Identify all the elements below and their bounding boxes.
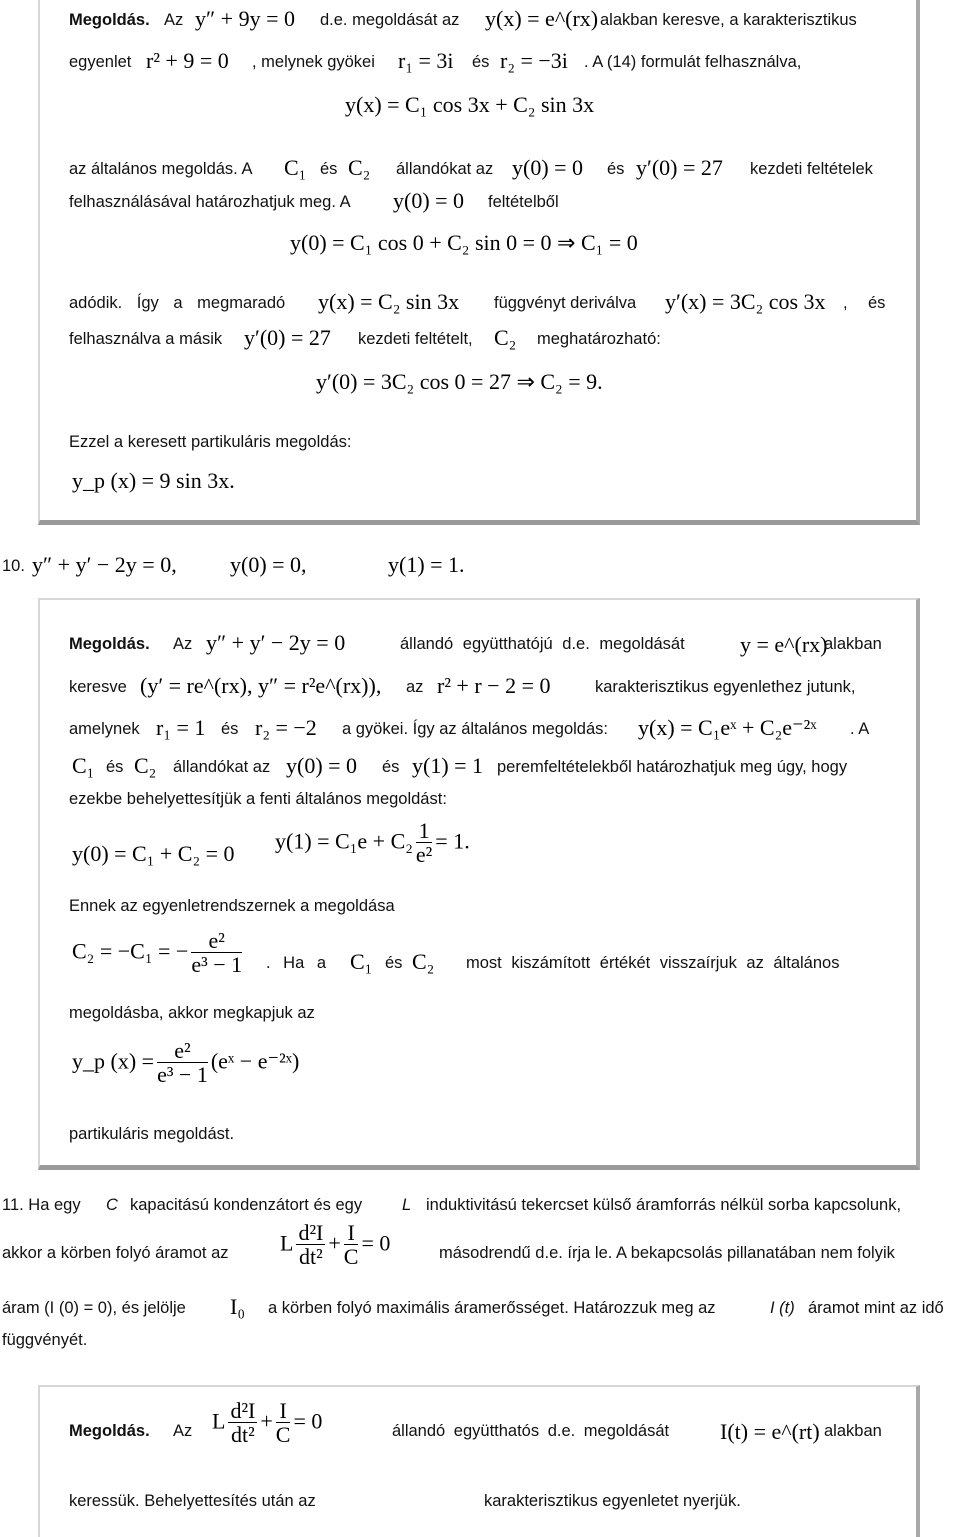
denominator: e³ − 1 [191, 952, 243, 977]
text: és [320, 160, 338, 178]
symbol: C₁ [72, 753, 95, 778]
text: karakterisztikus egyenlethez jutunk, [595, 678, 856, 696]
equation: y″ + 9y = 0 [195, 6, 295, 31]
text: és [868, 294, 886, 312]
denominator: C [275, 1422, 291, 1447]
fraction [416, 820, 432, 867]
symbol: C₂ [348, 155, 371, 180]
denominator: e² [415, 842, 433, 867]
text: . A (14) formulát felhasználva, [584, 53, 802, 71]
equation-c2: y′(0) = 3C₂ cos 0 = 27 ⇒ C₂ = 9. [316, 369, 603, 394]
text: alakban keresve, a karakterisztikus [600, 11, 857, 29]
equation: r₂ = −3i [500, 48, 568, 73]
text: . Ha a [266, 954, 327, 972]
equation: y′(x) = 3C₂ cos 3x [665, 289, 826, 314]
fraction [191, 930, 242, 977]
text: adódik. Így a megmaradó [69, 294, 286, 312]
symbol: C₂ [412, 949, 435, 974]
equation: I(t) = e^(rt) [720, 1419, 820, 1444]
text: amelynek [69, 720, 140, 738]
text: állandó együtthatós d.e. megoldását [392, 1422, 670, 1440]
text: megoldásba, akkor megkapjuk az [69, 1004, 315, 1022]
eq-part: + [328, 1230, 341, 1256]
text: keressük. Behelyettesítés után az [69, 1492, 316, 1510]
equation: y(x) = C₂ sin 3x [318, 289, 460, 314]
solution-label: Megoldás. [69, 11, 150, 29]
text: Az [173, 635, 193, 653]
equation-general: y(x) = C₁ cos 3x + C₂ sin 3x [345, 92, 595, 117]
eq-part: L [212, 1408, 226, 1434]
text: alakban [824, 635, 882, 653]
numerator: e² [157, 1040, 208, 1063]
text: kezdeti feltételt, [358, 330, 473, 348]
text: függvényt deriválva [494, 294, 637, 312]
equation-system-2 [275, 820, 470, 867]
text: karakterisztikus egyenletet nyerjük. [484, 1492, 741, 1510]
problem-number: 10. [2, 557, 25, 575]
symbol-c: C [106, 1196, 118, 1214]
text: . A [850, 720, 870, 738]
text: feltételből [488, 193, 559, 211]
text: és [472, 53, 490, 71]
eq-part: + [260, 1408, 273, 1434]
solution-label: Megoldás. [69, 1422, 150, 1440]
equation: r₁ = 3i [398, 48, 454, 73]
solution-label: Megoldás. [69, 635, 150, 653]
equation-particular: y_p (x) = 9 sin 3x. [72, 468, 235, 493]
text: és [382, 758, 400, 776]
text: a gyökei. Így az általános megoldás: [342, 720, 608, 738]
text: meghatározható: [537, 330, 661, 348]
equation: y″ + y′ − 2y = 0, [32, 552, 177, 577]
equation: y(x) = C₁eˣ + C₂e⁻²ˣ [638, 715, 817, 740]
symbol: C₂ [494, 325, 517, 350]
equation: y′(0) = 27 [636, 155, 723, 180]
symbol-i0: I₀ [230, 1294, 245, 1319]
text: 11. Ha egy [2, 1196, 81, 1214]
text: alakban [824, 1422, 882, 1440]
text: felhasználásával határozhatjuk meg. A [69, 193, 351, 211]
text: állandókat az [396, 160, 494, 178]
equation: (y′ = re^(rx), y″ = r²e^(rx)), [140, 673, 382, 698]
eq-part: y_p (x) = [72, 1048, 155, 1074]
symbol: C₂ [134, 753, 157, 778]
eq-part: = 0 [293, 1408, 323, 1434]
text: most kiszámított értékét visszaírjuk az általános [466, 954, 840, 972]
denominator: e³ − 1 [157, 1062, 208, 1087]
text: Az [173, 1422, 193, 1440]
equation-lc [212, 1400, 322, 1447]
denominator: dt² [299, 1244, 323, 1269]
eq-part: = 1. [435, 828, 470, 854]
text: Ezzel a keresett partikuláris megoldás: [69, 433, 352, 451]
fraction [228, 1400, 257, 1447]
text: áramot mint az idő [808, 1299, 944, 1317]
fraction [276, 1400, 291, 1447]
equation-particular [72, 1040, 299, 1087]
numerator: 1 [416, 820, 432, 843]
symbol-l: L [402, 1196, 412, 1214]
equation: y(x) = e^(rx) [485, 6, 599, 31]
text: felhasználva a másik [69, 330, 223, 348]
eq-part: L [280, 1230, 294, 1256]
text: függvényét. [2, 1331, 88, 1349]
equation-system-1: y(0) = C₁ + C₂ = 0 [72, 841, 235, 866]
solution-11-box [38, 1385, 920, 1537]
text: kezdeti feltételek [750, 160, 873, 178]
equation: r₂ = −2 [255, 715, 317, 740]
text: az általános megoldás. A [69, 160, 253, 178]
text: és [385, 954, 403, 972]
text: keresve [69, 678, 127, 696]
numerator: I [276, 1400, 291, 1423]
text: akkor a körben folyó áramot az [2, 1244, 229, 1262]
numerator: e² [191, 930, 242, 953]
text: Az [164, 11, 184, 29]
equation: r₁ = 1 [156, 715, 206, 740]
equation: y(1) = 1 [412, 753, 484, 778]
equation: r² + r − 2 = 0 [437, 673, 551, 698]
denominator: dt² [231, 1422, 255, 1447]
numerator: I [344, 1222, 359, 1245]
text: peremfeltételekből határozhatjuk meg úgy, hogy [497, 758, 848, 776]
equation: r² + 9 = 0 [146, 48, 229, 73]
text: partikuláris megoldást. [69, 1125, 235, 1143]
equation: y″ + y′ − 2y = 0 [206, 630, 346, 655]
equation: y(0) = 0 [286, 753, 358, 778]
equation: y′(0) = 27 [244, 325, 331, 350]
text: az [406, 678, 424, 696]
text: állandó együtthatójú d.e. megoldását [400, 635, 685, 653]
denominator: C [343, 1244, 359, 1269]
text: induktivitású tekercset külső áramforrás nélkül sorba kapcsolunk, [426, 1196, 902, 1214]
fraction [296, 1222, 325, 1269]
fraction [344, 1222, 359, 1269]
equation: y = e^(rx) [740, 632, 828, 657]
text: Ennek az egyenletrendszernek a megoldása [69, 897, 395, 915]
numerator: d²I [298, 1220, 324, 1245]
text: és [221, 720, 239, 738]
equation: y(1) = 1. [388, 552, 465, 577]
text: és [607, 160, 625, 178]
equation-lc [280, 1222, 390, 1269]
symbol: C₁ [284, 155, 307, 180]
text: másodrendű d.e. írja le. A bekapcsolás pillanatában nem folyik [439, 1244, 895, 1262]
text: állandókat az [173, 758, 271, 776]
text: és [106, 758, 124, 776]
equation-c1: y(0) = C₁ cos 0 + C₂ sin 0 = 0 ⇒ C₁ = 0 [290, 230, 638, 255]
equation: y(0) = 0, [230, 552, 307, 577]
text: kapacitású kondenzátort és egy [130, 1196, 363, 1214]
text: I (t) [770, 1299, 795, 1317]
eq-part: (eˣ − e⁻²ˣ) [210, 1048, 300, 1074]
equation: y(0) = 0 [512, 155, 584, 180]
eq-part: C₂ = −C₁ = − [72, 938, 189, 964]
text: , [843, 294, 848, 312]
text: , melynek gyökei [252, 53, 375, 71]
text: d.e. megoldását az [320, 11, 460, 29]
equation-solution [72, 930, 245, 977]
text: ezekbe behelyettesítjük a fenti általános megoldást: [69, 790, 447, 808]
eq-part: y(1) = C₁e + C₂ [275, 828, 413, 854]
equation: y(0) = 0 [393, 188, 465, 213]
fraction [157, 1040, 208, 1087]
eq-part: = 0 [361, 1230, 391, 1256]
text: a körben folyó maximális áramerősséget. Határozzuk meg az [268, 1299, 716, 1317]
symbol: C₁ [350, 949, 373, 974]
numerator: d²I [230, 1398, 256, 1423]
text: egyenlet [69, 53, 132, 71]
text: áram (I (0) = 0), és jelölje [2, 1299, 186, 1317]
